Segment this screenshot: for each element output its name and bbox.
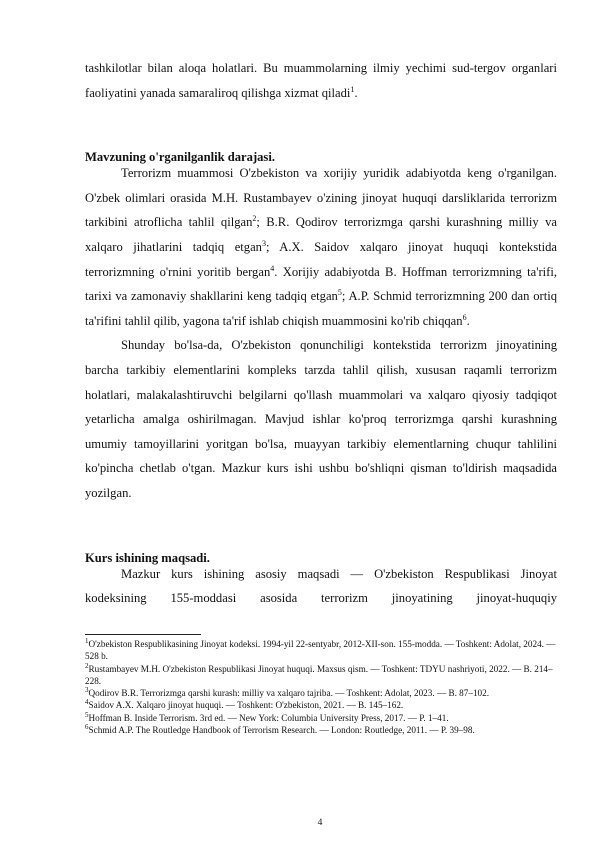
footnote-4: $^4$Saidov A.X. Xalqaro jinoyat huquqi. — Toshkent: O'zbekiston, 2021. — B. 145–162. [85, 698, 404, 711]
footnote-ref[interactable]: 4 [270, 263, 275, 273]
paragraph-text: . Xorijiy adabiyotda B. Hoffman terrorizmning ta'rifi, tarixi va zamonaviy shakllarini keng tadqiq etgan [85, 264, 558, 304]
footnote-6: $^6$Schmid A.P. The Routledge Handbook of Terrorism Research. — London: Routledge, 2011. — P. 39–98. [85, 723, 475, 736]
study-level-paragraph [85, 161, 557, 333]
footnote-3: $^3$Qodirov B.R. Terrorizmga qarshi kurash: milliy va xalqaro tajriba. — Toshkent: Adolat, 2023. — B. 87–102. [85, 686, 490, 699]
intro-paragraph [85, 56, 557, 105]
paragraph-text: ; B.R. Qodirov terrorizmga qarshi kurashning milliy va xalqaro jihatlarini tadqiq etgan [85, 215, 557, 254]
intro-text: tashkilotlar bilan aloqa holatlari. Bu muammolarning ilmiy yechimi sud-tergov organlari faoliyatini yanada samaraliroq qilishga xizmat qiladi [85, 61, 557, 100]
paragraph-text: . [466, 313, 470, 328]
section-heading-study-level: Mavzuning o'rganilganlik darajasi. [85, 150, 275, 165]
footnote-divider [85, 634, 201, 635]
footnote-ref[interactable]: 1 [350, 84, 355, 94]
footnote-5: $^5$Hoffman B. Inside Terrorism. 3rd ed. — New York: Columbia University Press, 2017. — P. 1–41. [85, 710, 449, 723]
page-body [85, 56, 557, 611]
footnotes [85, 638, 557, 736]
paragraph-text: ; A.X. Saidov xalqaro jinoyat huquqi kontekstida terrorizmning o'rnini yoritib bergan [85, 239, 558, 279]
footnote-ref[interactable]: 5 [337, 287, 342, 297]
intro-end: . [354, 85, 358, 100]
research-gap-paragraph: Shunday bo'lsa-da, O'zbekiston qonunchiligi kontekstida terrorizm jinoyatining barcha tarkibiy elementlarini kompleks tarzda tahlil qilish, xususan raqamli terrorizm holatlari, malakalashtiruvchi belgilarni qo'llash muammolari va xalqaro qiyosiy tadqiqot yetarlicha amalga oshirilmagan. Mavjud ishlar ko'proq terrorizmga qarshi kurashning umumiy tamoyillarini yoritgan bo'lsa, muayyan tarkibiy elementlarning chuqur tahlilini ko'pincha chetlab o'tgan. Mazkur kurs ishi ushbu bo'shliqni qisman to'ldirish maqsadida yozilgan. [85, 338, 557, 500]
goal-paragraph: Mazkur kurs ishining asosiy maqsadi — O'zbekiston Respublikasi Jinoyat kodeksining 155-moddasi asosida terrorizm jinoyatining jinoyat-huquqiy [85, 566, 557, 606]
footnote-1: $^1$O'zbekiston Respublikasining Jinoyat kodeksi. 1994-yil 22-sentyabr, 2012-XII-son. 155-modda. — Toshkent: Adolat, 2024. — 528 b. [85, 636, 556, 662]
footnote-ref[interactable]: 2 [252, 214, 257, 224]
footnote-ref[interactable]: 3 [261, 238, 266, 248]
paragraph-text: ; A.P. Schmid terrorizmning 200 dan ortiq ta'rifini tahlil qilib, yagona ta'rif ishlab chiqish muammosini ko'rib chiqqan [85, 289, 557, 328]
page-number: 4 [317, 818, 323, 828]
footnote-2: $^2$Rustambayev M.H. O'zbekiston Respublikasi Jinoyat huquqi. Maxsus qism. — Toshkent: TDYU nashriyoti, 2022. — B. 214–228. [85, 661, 553, 686]
footnote-ref[interactable]: 6 [462, 312, 467, 322]
paragraph-text: Terrorizm muammosi O'zbekiston va xorijiy yuridik adabiyotda keng o'rganilgan. O'zbek olimlari orasida M.H. Rustambayev o'zining jinoyat huquqi darsliklarida terrorizm tarkibini atroflicha tahlil qilgan [85, 166, 557, 230]
section-heading-goal: Kurs ishining maqsadi. [85, 550, 210, 565]
